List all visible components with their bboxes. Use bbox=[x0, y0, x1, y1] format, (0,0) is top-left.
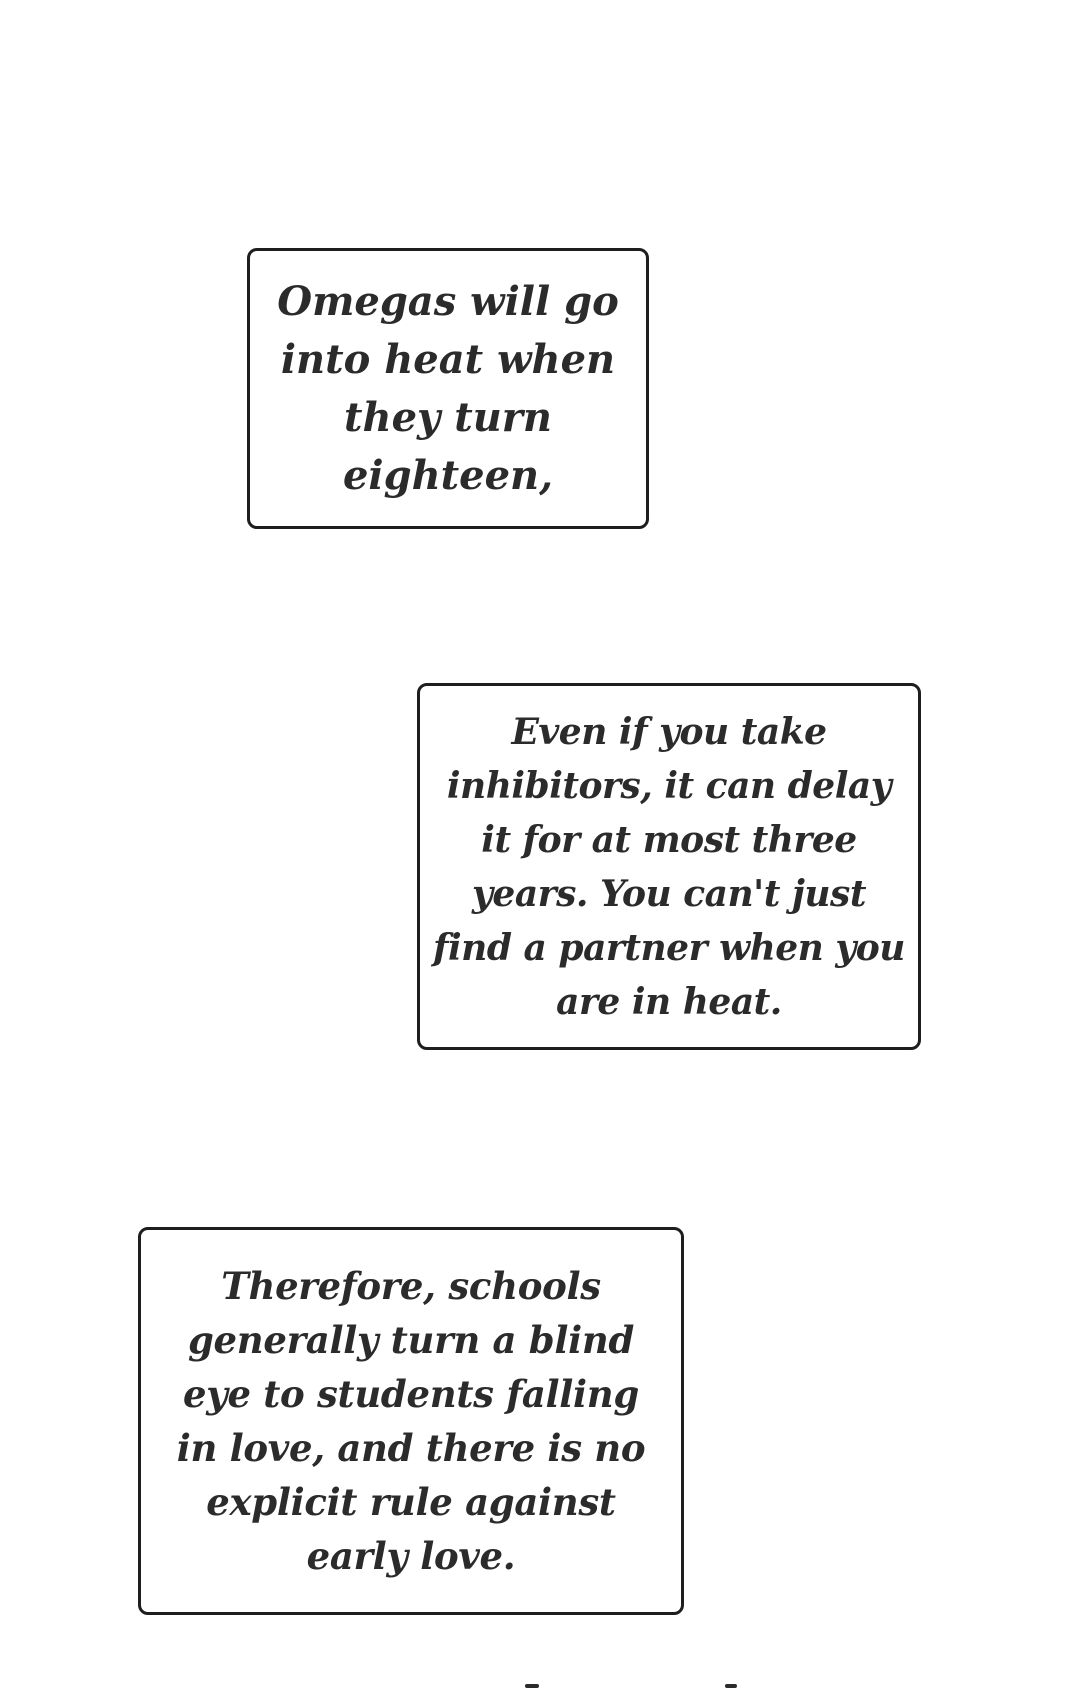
next-panel-fragment-left bbox=[525, 1684, 539, 1688]
caption-text-3: Therefore, schools generally turn a blind eye to students falling in love, and there is no explicit rule against early love. bbox=[176, 1264, 646, 1578]
caption-text-1: Omegas will go into heat when they turn eighteen, bbox=[277, 277, 619, 499]
caption-box-1 bbox=[247, 248, 649, 529]
next-panel-fragment-right bbox=[725, 1684, 737, 1688]
caption-box-3 bbox=[138, 1227, 684, 1615]
caption-box-2 bbox=[417, 683, 921, 1050]
caption-text-2: Even if you take inhibitors, it can delay it for at most three years. You can't just find a partner when you are in heat. bbox=[433, 710, 905, 1023]
